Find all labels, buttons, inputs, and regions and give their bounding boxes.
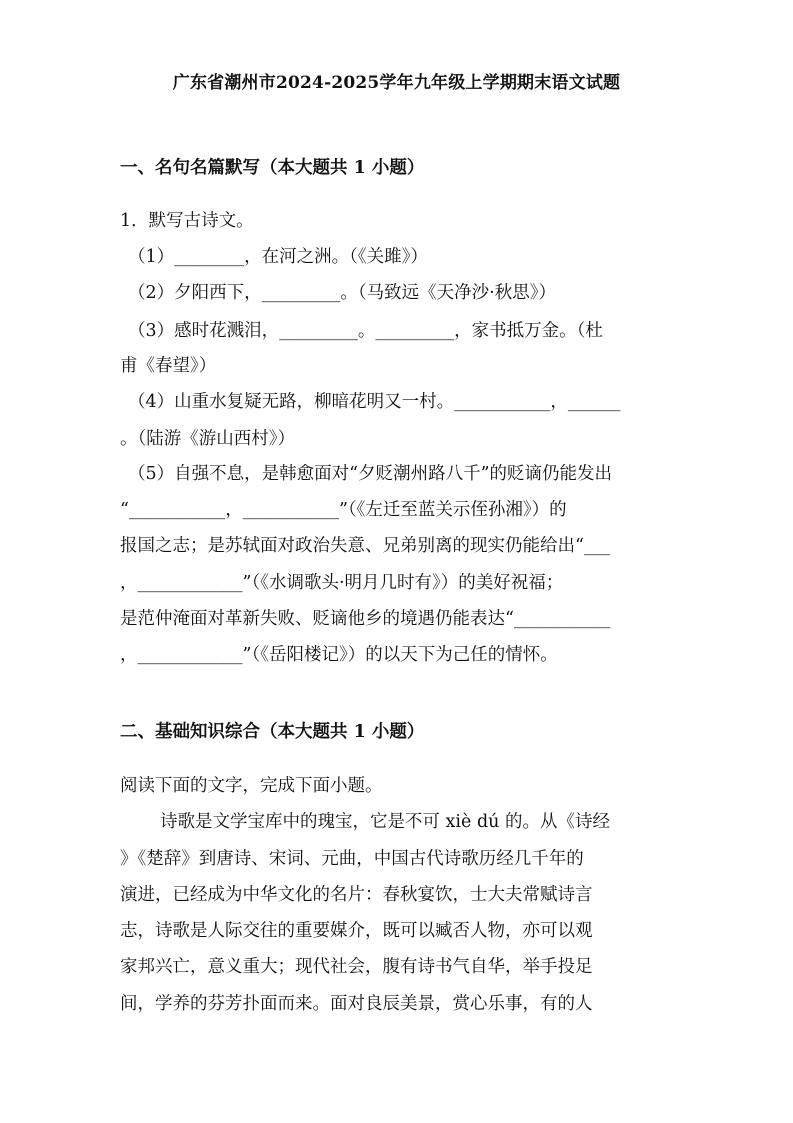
- question-line: （1）________，在河之洲。（《关雎》）: [128, 247, 428, 267]
- question-line: （4）山重水复疑无路，柳暗花明又一村。___________，______: [128, 392, 621, 412]
- section-1-heading: 一、名句名篇默写（本大题共 1 小题）: [120, 158, 425, 178]
- question-line: ，____________”（《岳阳楼记》）的以天下为己任的情怀。: [120, 645, 558, 665]
- question-line: （2）夕阳西下，_________。（马致远《天净沙·秋思》）: [128, 283, 556, 303]
- passage-line: 家邦兴亡，意义重大；现代社会，腹有诗书气自华，举手投足: [120, 957, 593, 977]
- question-line: （3）感时花溅泪，_________。_________，家书抵万金。（杜: [128, 321, 603, 341]
- page-title: 广东省潮州市2024-2025学年九年级上学期期末语文试题: [172, 73, 621, 93]
- section-2-heading: 二、基础知识综合（本大题共 1 小题）: [120, 722, 425, 742]
- passage-line: 间，学养的芬芳扑面而来。面对良辰美景，赏心乐事，有的人: [120, 994, 593, 1014]
- reading-instruction: 阅读下面的文字，完成下面小题。: [120, 776, 383, 796]
- passage-line: 志，诗歌是人际交往的重要媒介，既可以臧否人物，亦可以观: [120, 921, 593, 941]
- question-line: “___________，___________”（《左迁至蓝关示侄孙湘》）的: [120, 500, 567, 520]
- question-line: （5）自强不息，是韩愈面对“夕贬潮州路八千”的贬谪仍能发出: [128, 464, 613, 484]
- question-line: 甫《春望》）: [120, 356, 217, 376]
- question-line: 是范仲淹面对革新失败、贬谪他乡的境遇仍能表达“___________: [120, 609, 611, 629]
- question-line: 。（陆游《游山西村》）: [120, 429, 295, 449]
- question-line: ，____________”（《水调歌头·明月几时有》）的美好祝福；: [120, 573, 564, 593]
- passage-line: 》《楚辞》到唐诗、宋词、元曲，中国古代诗歌历经几千年的: [120, 849, 584, 869]
- passage-line: 诗歌是文学宝库中的瑰宝，它是不可 xiè dú 的。从《诗经: [160, 812, 610, 832]
- question-1-prompt: 1．默写古诗文。: [120, 211, 254, 231]
- question-line: 报国之志；是苏轼面对政治失意、兄弟别离的现实仍能给出“___: [120, 536, 611, 556]
- passage-line: 演进，已经成为中华文化的名片：春秋宴饮，士大夫常赋诗言: [120, 885, 593, 905]
